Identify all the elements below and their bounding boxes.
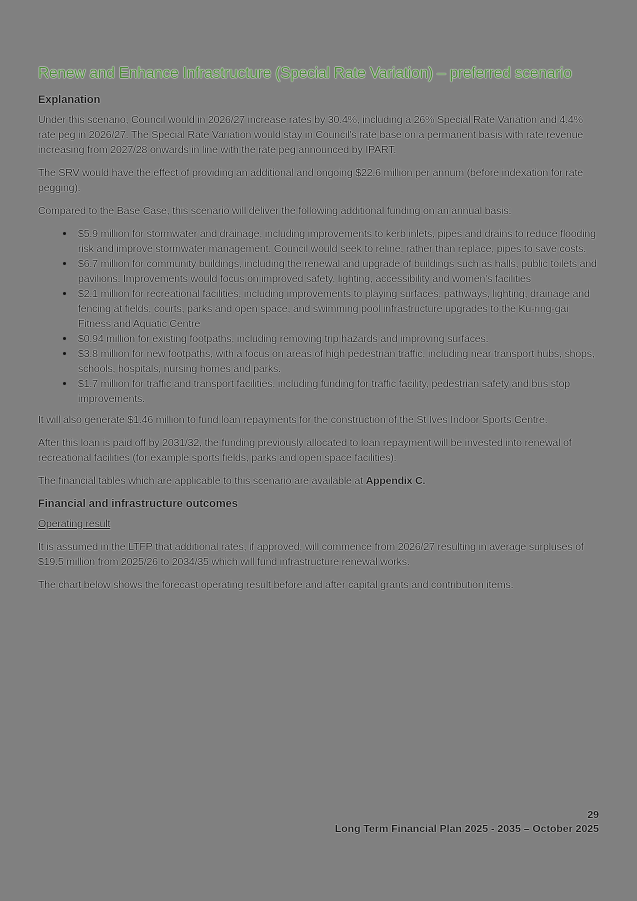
- explanation-heading: Explanation: [38, 94, 101, 106]
- page-content: [38, 64, 603, 601]
- paragraph-compared-base-case: Compared to the Base Case, this scenario will deliver the following additional funding on an annual basis:: [38, 205, 512, 217]
- paragraph-after-loan: After this loan is paid off by 2031/32, the funding previously allocated to loan repayment will be invested into renewal of recreational facilities (for example sports fields, parks and open space facilities).: [38, 437, 572, 464]
- funding-item-community-buildings: • $6.7 million for community buildings, including the renewal and upgrade of buildings such as halls, public toilets and pavilions. Improvements would focus on improved safety, lighting, accessibility and women's facilities: [76, 257, 603, 287]
- funding-item-new-footpaths: • $3.8 million for new footpaths, with a focus on areas of high pedestrian traffic, including near transport hubs, shops, schools, hospitals, nursing homes and parks.: [76, 347, 603, 377]
- paragraph-chart-intro: The chart below shows the forecast operating result before and after capital grants and contribution items.: [38, 579, 514, 591]
- page-number: 29: [587, 809, 599, 821]
- financial-tables-text: The financial tables which are applicable to this scenario are available at: [38, 475, 366, 487]
- appendix-c-link[interactable]: Appendix C.: [365, 475, 426, 487]
- paragraph-srv-effect: The SRV would have the effect of providing an additional and ongoing $22.6 million per annum (before indexation for rate pegging).: [38, 167, 583, 194]
- paragraph-financial-tables: [38, 474, 603, 489]
- funding-item-recreational: • $2.1 million for recreational facilities, including improvements to playing surfaces, pathways, lighting, drainage and fencing at fields, courts, parks and open space, and swimming pool infrastructure upgrades to the Ku-ring-gai Fitness and Aquatic Centre: [76, 287, 603, 332]
- outcomes-heading: Financial and infrastructure outcomes: [38, 498, 238, 510]
- funding-list: [38, 227, 603, 407]
- paragraph-scenario: Under this scenario, Council would in 2026/27 increase rates by 30.4%, including a 26% Special Rate Variation and 4.4% rate peg in 2026/27. The Special Rate Variation would stay in Council's rate base on a permanent basis with rate revenue increasing from 2027/28 onwards in line with the rate peg announced by IPART.: [38, 114, 584, 156]
- paragraph-loan-repayments: It will also generate $1.46 million to fund loan repayments for the construction of the St Ives Indoor Sports Centre.: [38, 414, 548, 426]
- operating-result-heading: Operating result: [38, 518, 111, 530]
- page-footer: [335, 808, 599, 836]
- document-title: Long Term Financial Plan 2025 - 2035 – October 2025: [334, 823, 599, 835]
- section-title: Renew and Enhance Infrastructure (Special Rate Variation) – preferred scenario: [38, 65, 572, 82]
- funding-item-traffic: • $1.7 million for traffic and transport facilities, including funding for traffic facility, pedestrian safety and bus stop improvements.: [76, 377, 603, 407]
- funding-item-stormwater: • $5.9 million for stormwater and drainage, including improvements to kerb inlets, pipes and drains to reduce flooding risk and improve stormwater management. Council would seek to reline, rather than replace, pipes to save costs.: [76, 227, 603, 257]
- funding-item-existing-footpaths: • $0.94 million for existing footpaths, including removing trip hazards and improving surfaces.: [76, 332, 603, 347]
- paragraph-ltfp-assumption: It is assumed in the LTFP that additional rates, if approved, will commence from 2026/27 resulting in average surpluses of $19.5 million from 2025/26 to 2034/35 which will fund infrastructure renewal works.: [38, 541, 584, 568]
